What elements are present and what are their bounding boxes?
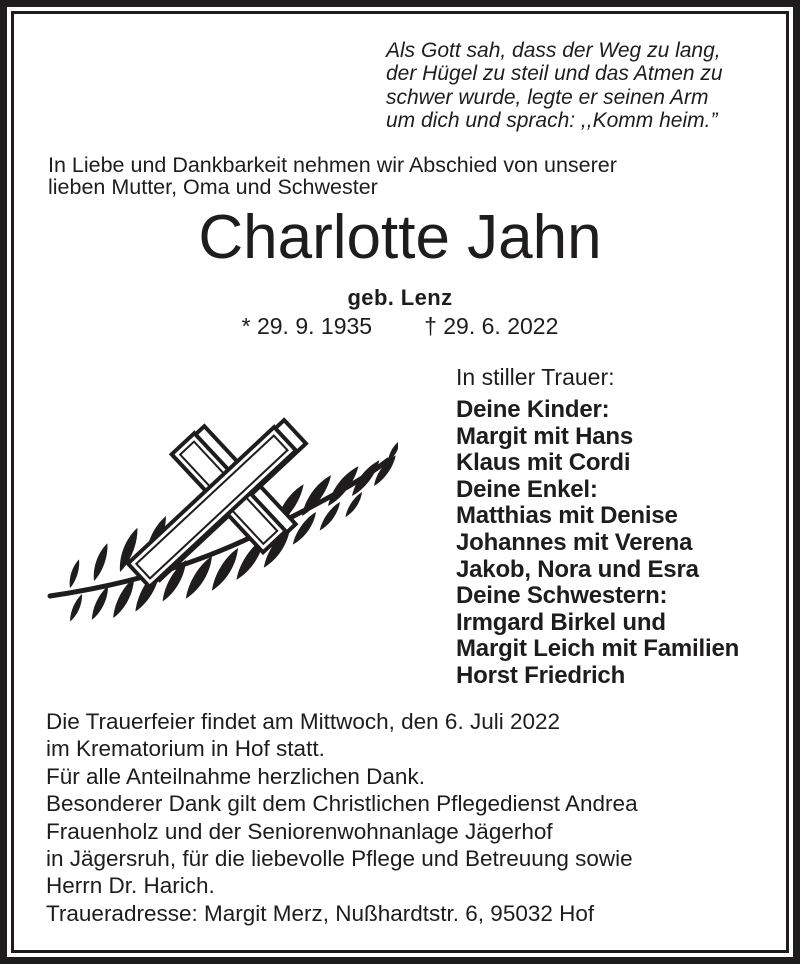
mourner-line: Deine Enkel: xyxy=(456,475,598,503)
details-line: Besonderer Dank gilt dem Christlichen Pflegedienst Andrea xyxy=(46,791,638,817)
funeral-details xyxy=(46,708,638,927)
mourner-line: Margit mit Hans xyxy=(456,422,634,450)
quote-line: um dich und sprach: ,,Komm heim.” xyxy=(386,109,718,133)
details-line: Die Trauerfeier findet am Mittwoch, den 6. Juli 2022 xyxy=(46,709,561,734)
quote-line: der Hügel zu steil und das Atmen zu xyxy=(386,62,723,86)
deceased-name: Charlotte Jahn xyxy=(198,203,602,272)
details-line: Für alle Anteilnahme herzlichen Dank. xyxy=(46,763,425,789)
cross-palm-illustration xyxy=(36,410,398,622)
intro-text xyxy=(48,154,617,199)
obituary-inner-frame xyxy=(11,11,789,953)
mourner-line: Johannes mit Verena xyxy=(456,528,693,556)
mourner-line: Irmgard Birkel und xyxy=(456,608,666,636)
mourner-line: Horst Friedrich xyxy=(456,661,626,689)
life-dates xyxy=(14,313,786,340)
mourner-line: Deine Kinder: xyxy=(456,396,610,423)
details-line: im Krematorium in Hof statt. xyxy=(46,736,325,762)
mourners-list xyxy=(456,397,739,690)
mourner-line: Jakob, Nora und Esra xyxy=(456,555,699,583)
intro-line: lieben Mutter, Oma und Schwester xyxy=(48,175,378,200)
maiden-name: geb. Lenz xyxy=(347,285,453,310)
death-date: † 29. 6. 2022 xyxy=(424,313,559,339)
birth-date: * 29. 9. 1935 xyxy=(241,313,373,339)
mourner-line: Margit Leich mit Familien xyxy=(456,635,740,663)
mourner-line: Matthias mit Denise xyxy=(456,502,678,530)
mourner-line: Deine Schwestern: xyxy=(456,582,668,610)
details-line: Herrn Dr. Harich. xyxy=(46,873,215,899)
details-line: Frauenholz und der Seniorenwohnanlage Jägerhof xyxy=(46,818,553,844)
mourning-section xyxy=(456,364,739,690)
mourner-line: Klaus mit Cordi xyxy=(456,449,631,477)
mourning-header: In stiller Trauer: xyxy=(456,364,615,390)
memorial-quote xyxy=(386,39,723,133)
intro-line: In Liebe und Dankbarkeit nehmen wir Abschied von unserer xyxy=(48,153,617,177)
quote-line: schwer wurde, legte er seinen Arm xyxy=(386,85,709,109)
quote-line: Als Gott sah, dass der Weg zu lang, xyxy=(386,39,721,62)
details-line: Traueradresse: Margit Merz, Nußhardtstr. 6, 95032 Hof xyxy=(46,900,595,926)
details-line: in Jägersruh, für die liebevolle Pflege und Betreuung sowie xyxy=(46,846,633,872)
